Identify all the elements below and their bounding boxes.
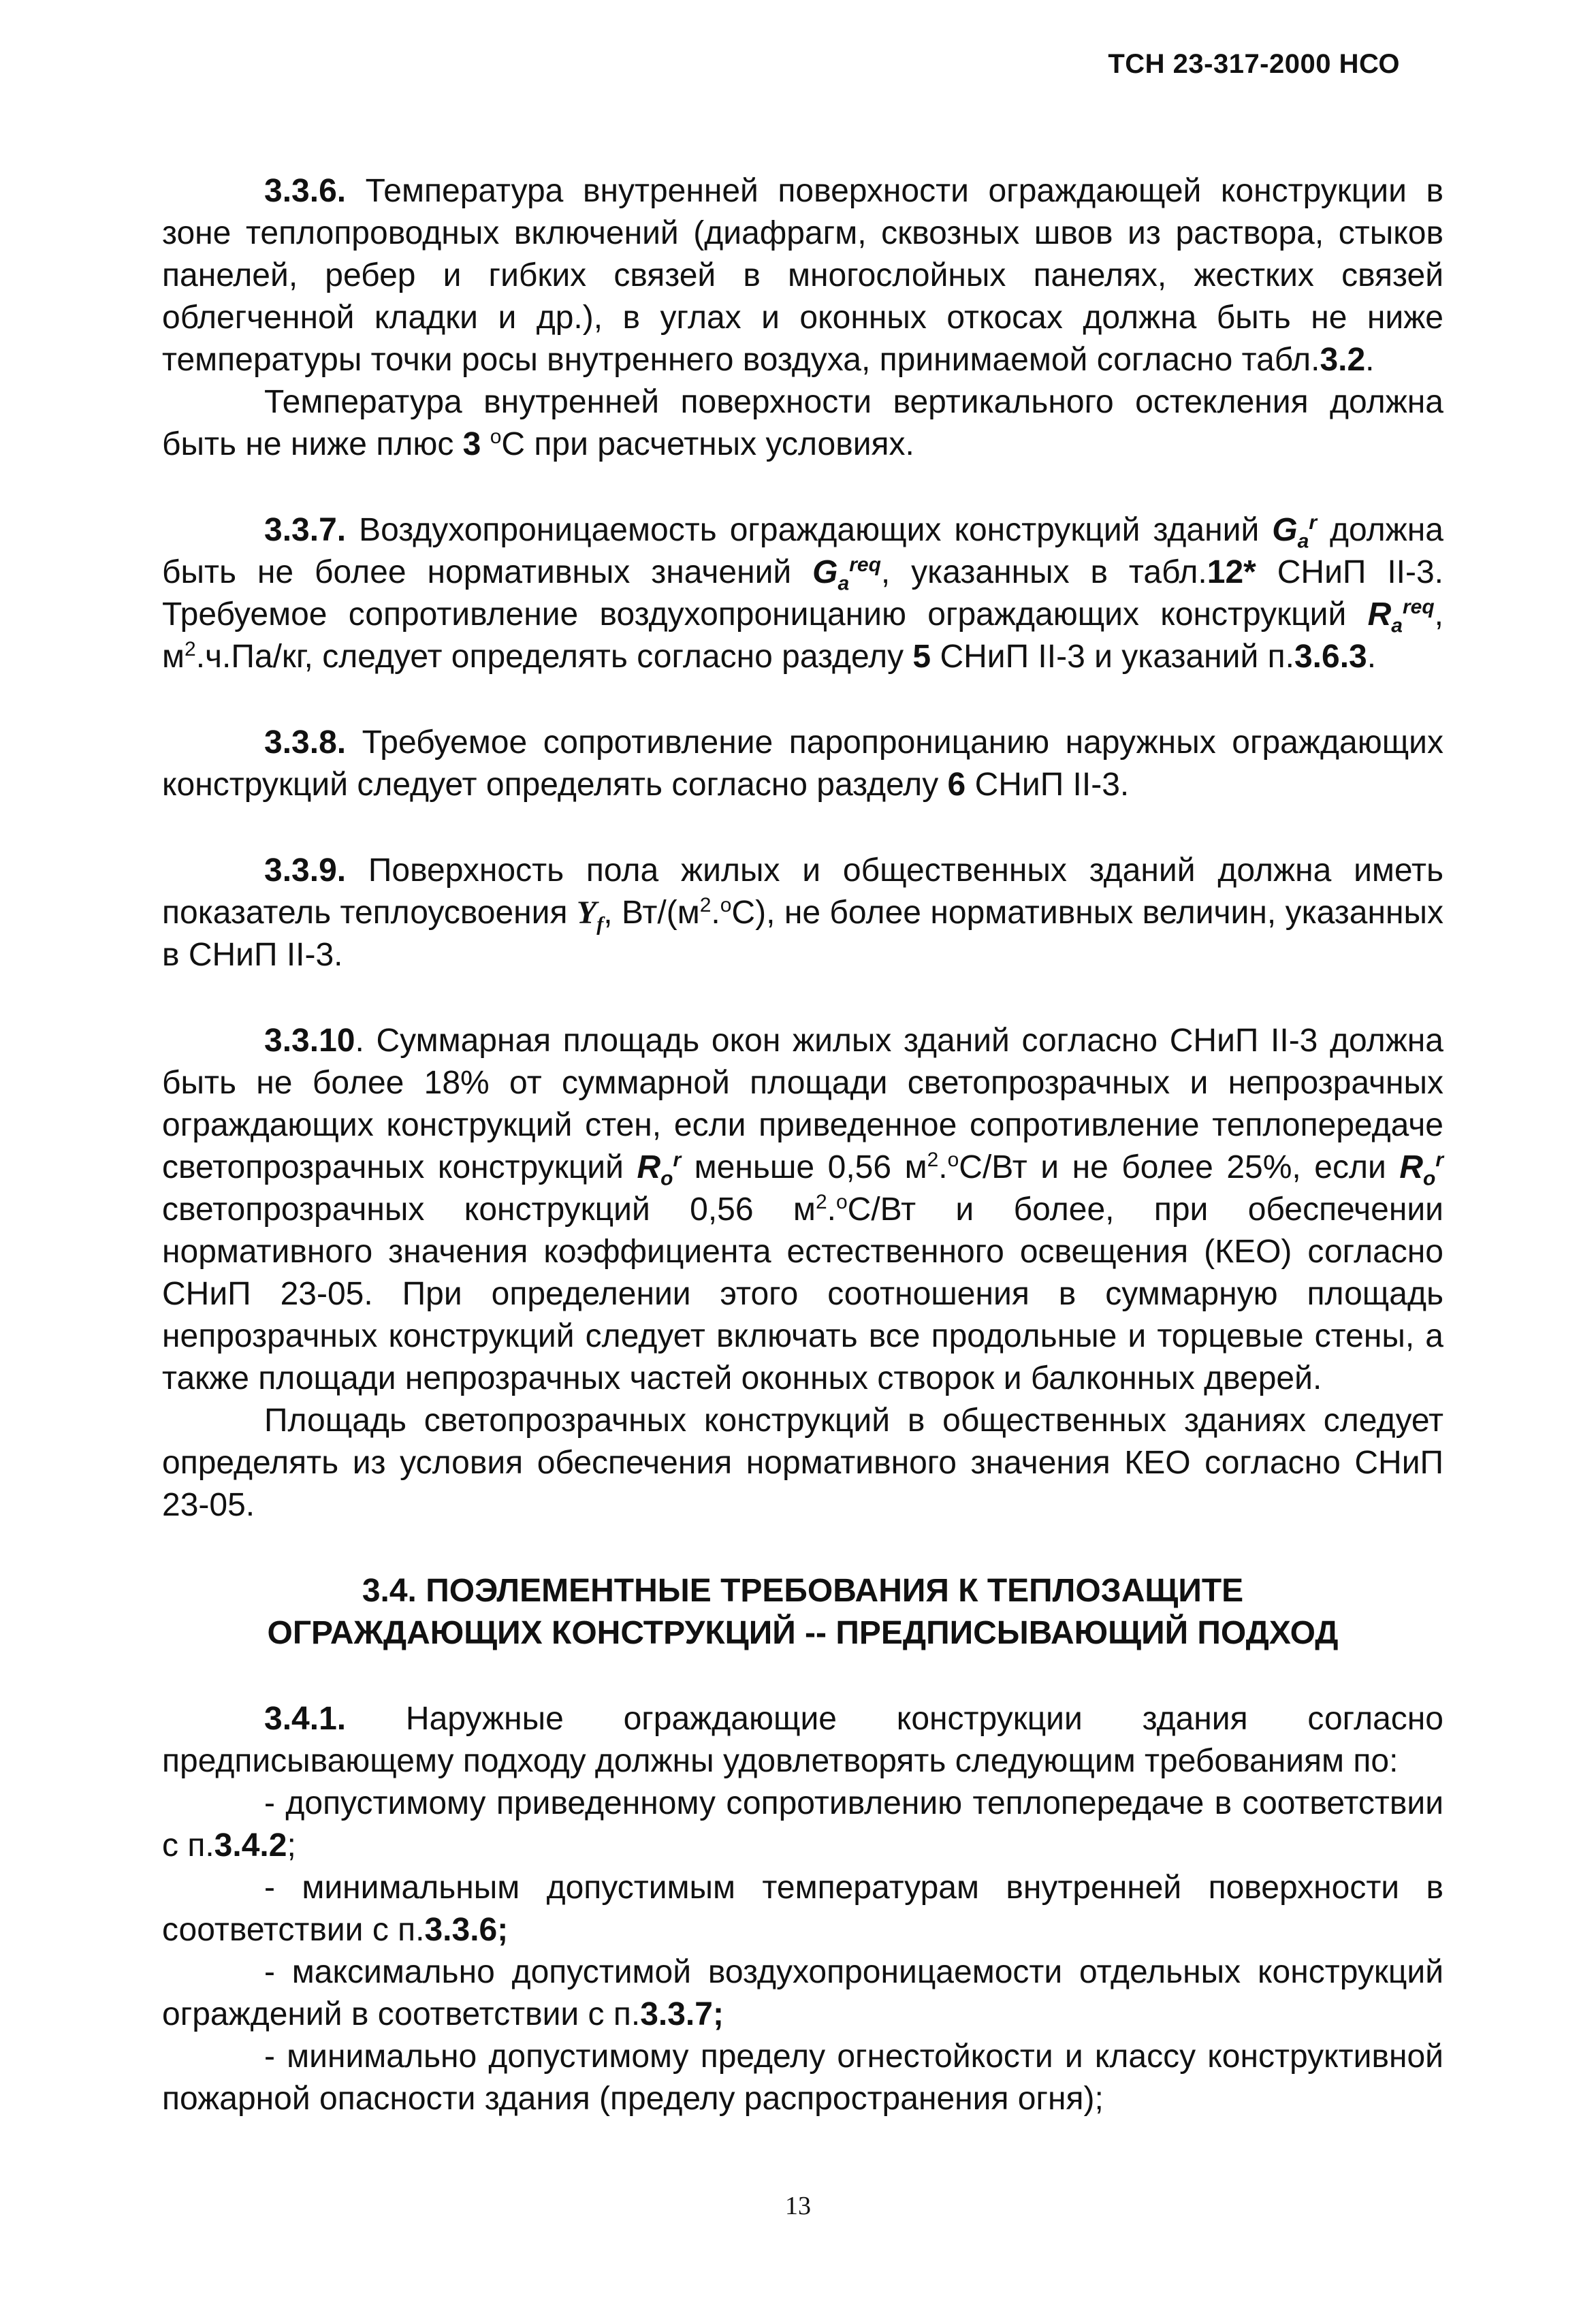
paragraph-3-3-6: 3.3.6. Температура внутренней поверхности ограждающей конструкции в зоне теплопроводных включений (диафрагм, сквозных швов из раствора, стыков панелей, ребер и гибких связей в многослойных панелях, жестких связей облегченной кладки и др.), в углах и оконных откосах должна быть не ниже температуры точки росы внутреннего воздуха, принимаемой согласно табл.3.2. (162, 173, 1443, 378)
list-item: - минимально допустимому пределу огнестойкости и классу конструктивной пожарной опасности здания (пределу распространения огня); (162, 2038, 1443, 2117)
clause-number: 3.4.1. (264, 1701, 347, 1737)
list-item: - допустимому приведенному сопротивлению теплопередаче в соответствии с п.3.4.2; (162, 1785, 1443, 1864)
list-item: - максимально допустимой воздухопроницаемости отдельных конструкций ограждений в соответствии с п.3.3.7; (162, 1954, 1443, 2032)
page-number: 13 (785, 2192, 811, 2220)
clause-number: 3.3.6. (264, 173, 347, 209)
paragraph-3-3-7: 3.3.7. Воздухопроницаемость ограждающих конструкций зданий $G_a^r$ должна быть не более нормативных значений $G_a^{req}$, указанных в табл.12* СНиП II-3. Требуемое сопротивление воздухопроницанию ограждающих конструкций $R_a^{req}$, $м^2.ч.Па/кг$, следует определять согласно разделу 5 СНиП II-3 и указаний п.3.6.3. (162, 511, 1444, 675)
document-code-header: ТСН 23-317-2000 НСО (1108, 49, 1400, 79)
section-heading-3-4: 3.4. ПОЭЛЕМЕНТНЫЕ ТРЕБОВАНИЯ К ТЕПЛОЗАЩИТЕ ОГРАЖДАЮЩИХ КОНСТРУКЦИЙ -- ПРЕДПИСЫВАЮЩИЙ ПОДХОД (267, 1573, 1339, 1651)
paragraph-3-4-1: 3.4.1. Наружные ограждающие конструкции здания согласно предписывающему подходу должны удовлетворять следующим требованиям по: (162, 1701, 1443, 1779)
clause-number: 3.3.8. (264, 724, 347, 761)
paragraph-3-3-9: 3.3.9. Поверхность пола жилых и общественных зданий должна иметь показатель теплоусвоения $Y_f$, $Вт/(м^2.^oС)$, не более нормативных величин, указанных в СНиП II-3. (162, 852, 1444, 973)
paragraph-3-3-10-public: Площадь светопрозрачных конструкций в общественных зданиях следует определять из условия обеспечения нормативного значения КЕО согласно СНиП 23-05. (162, 1403, 1443, 1523)
paragraph-3-3-8: 3.3.8. Требуемое сопротивление паропроницанию наружных ограждающих конструкций следует определять согласно разделу 6 СНиП II-3. (162, 724, 1443, 803)
paragraph-3-3-10: 3.3.10. Суммарная площадь окон жилых зданий согласно СНиП II-3 должна быть не более 18% от суммарной площади светопрозрачных и непрозрачных ограждающих конструкций стен, если приведенное сопротивление теплопередаче светопрозрачных конструкций $R_o^r$ меньше 0,56 $м^2.^oС/Вт$ и не более 25%, если $R_o^r$ светопрозрачных конструкций 0,56 $м^2.^oС/Вт$ и более, при обеспечении нормативного значения коэффициента естественного освещения (КЕО) согласно СНиП 23-05. При определении этого соотношения в суммарную площадь непрозрачных конструкций следует включать все продольные и торцевые стены, а также площади непрозрачных частей оконных створок и балконных дверей. (162, 1023, 1444, 1396)
clause-number: 3.3.9. (264, 852, 347, 889)
list-item: - минимальным допустимым температурам внутренней поверхности в соответствии с п.3.3.6; (162, 1870, 1443, 1948)
document-body (162, 170, 1443, 2120)
symbol-ro-r: $R_o^r$ (1399, 1149, 1444, 1190)
paragraph-3-3-6-glazing: Температура внутренней поверхности вертикального остекления должна быть не ниже плюс 3 $^o$С при расчетных условиях. (162, 384, 1443, 462)
clause-number: 3.3.7. (264, 512, 347, 548)
symbol-ga-r: $G_a^r$ (1272, 511, 1317, 553)
symbol-ra-req: $R_a^{req}$ (1367, 596, 1435, 637)
clause-number: 3.3.10 (264, 1023, 355, 1059)
symbol-ga-req: $G_a^{req}$ (812, 554, 881, 595)
symbol-yf: $Y_f$ (576, 895, 604, 935)
symbol-ro-r: $R_o^r$ (637, 1149, 682, 1190)
